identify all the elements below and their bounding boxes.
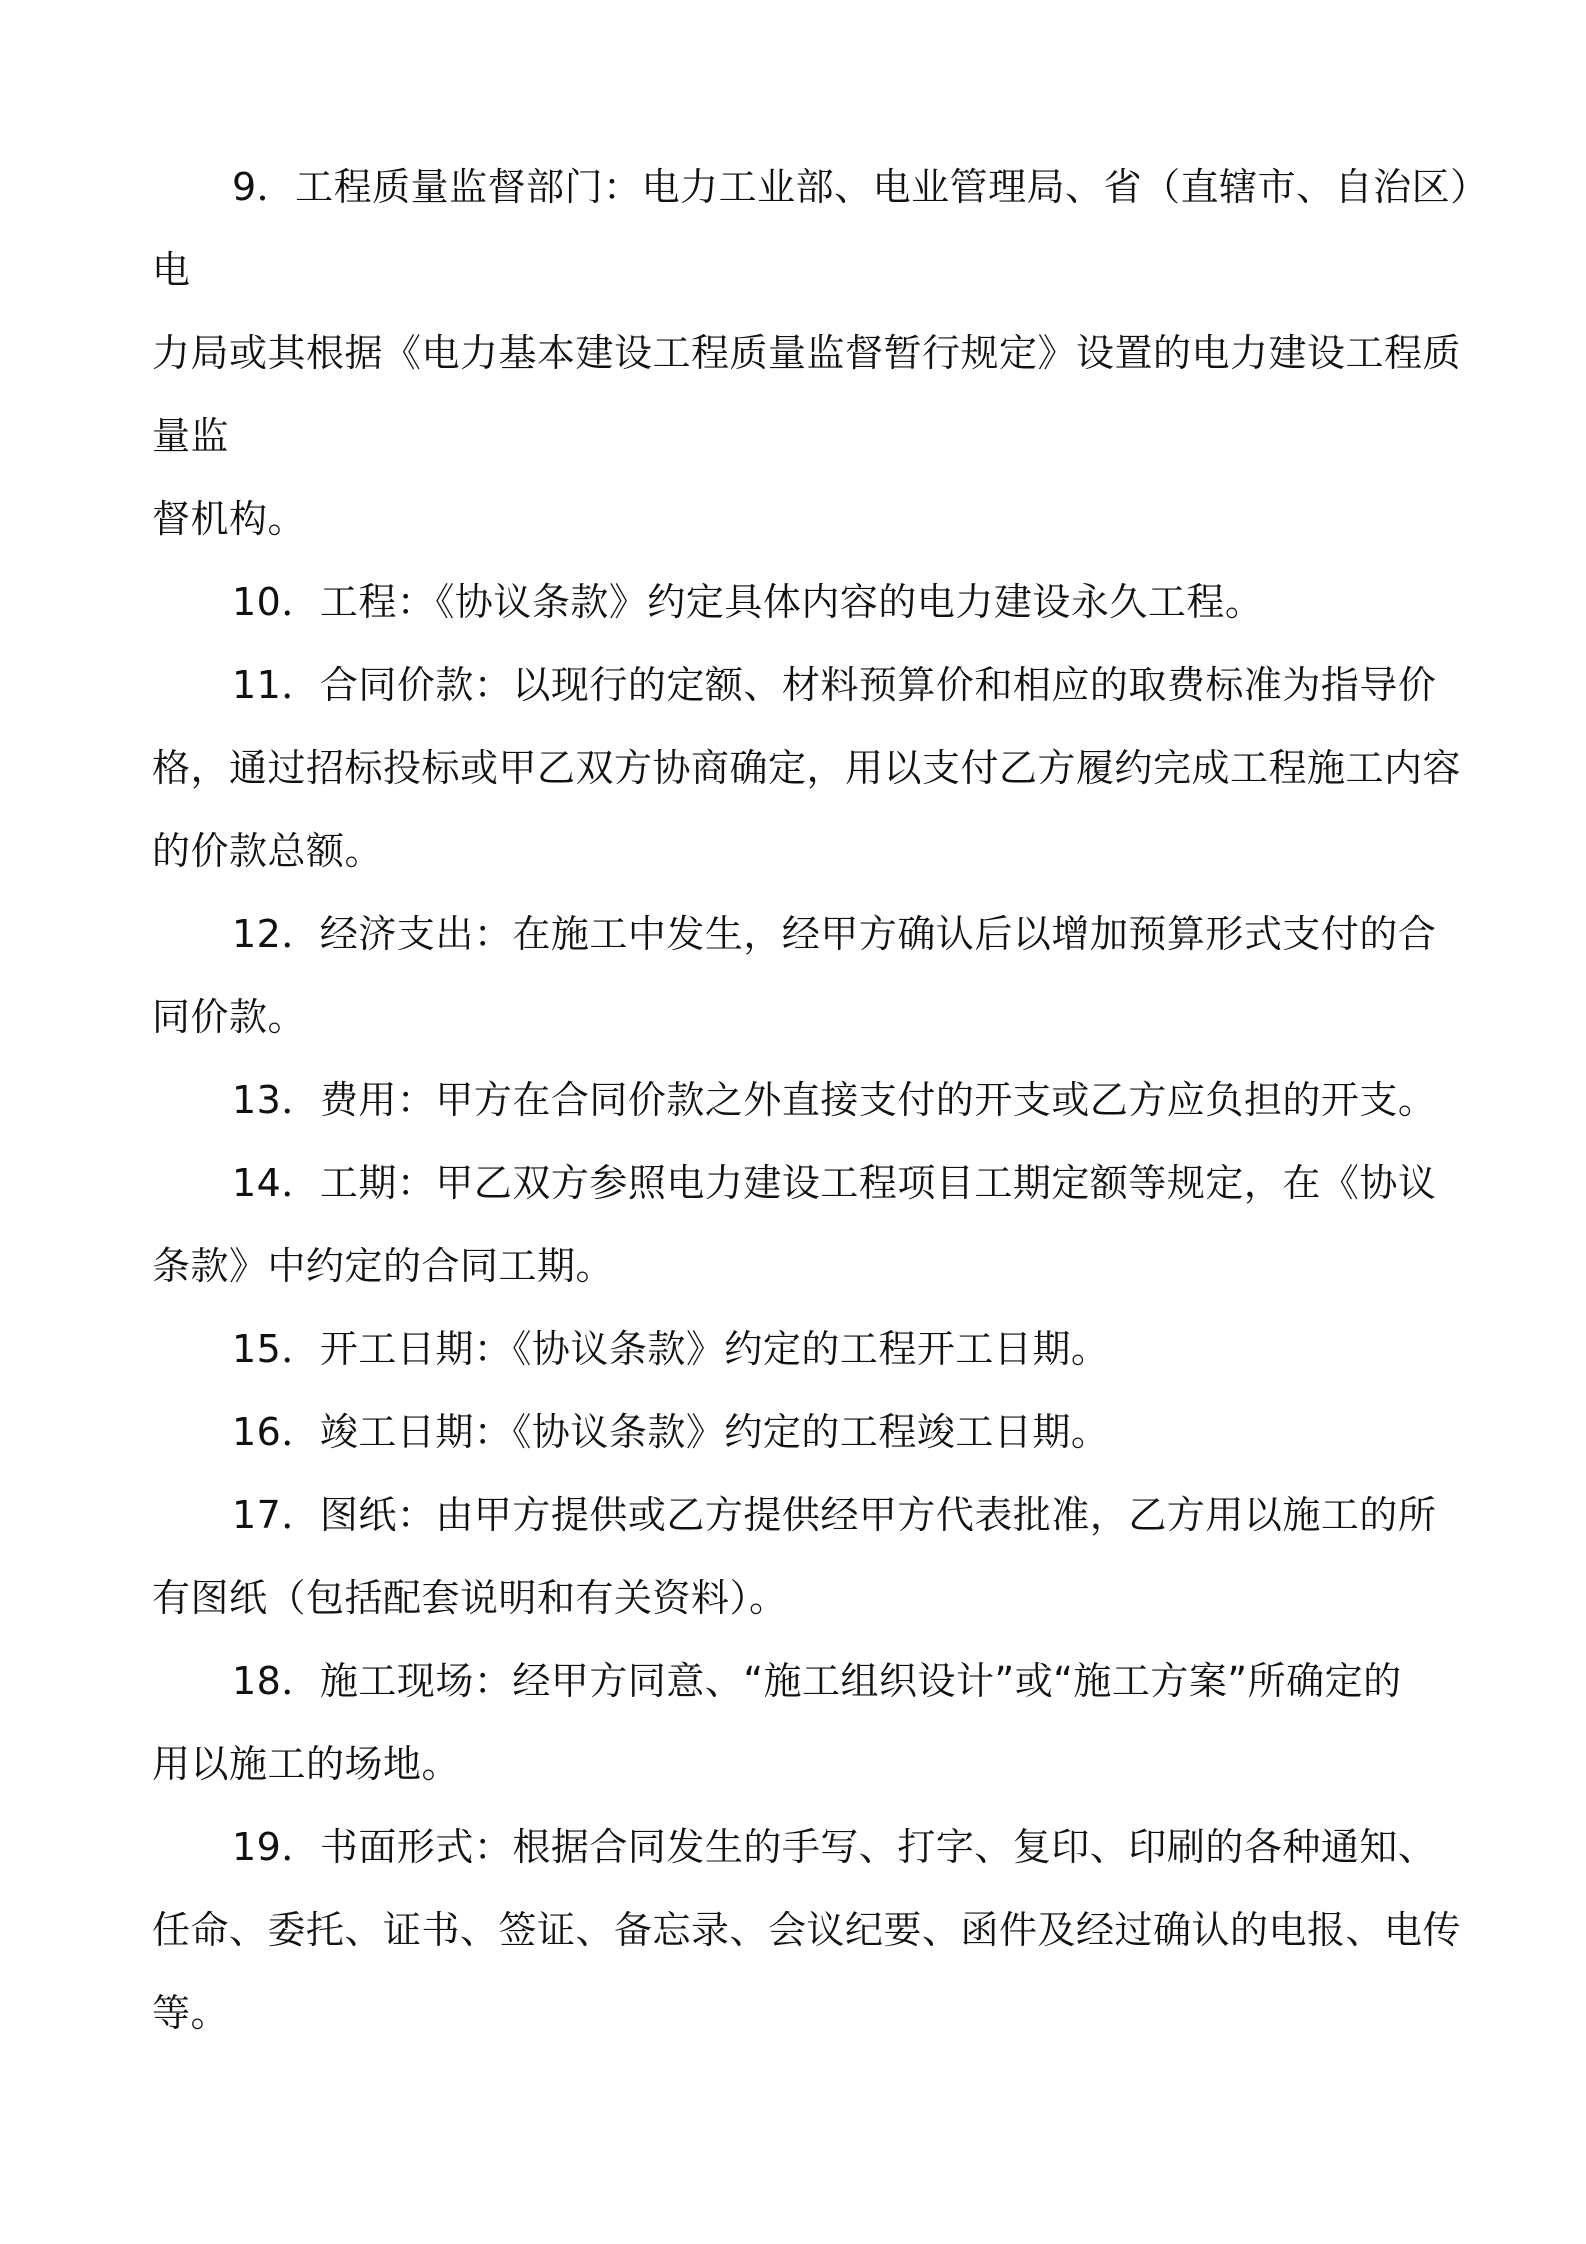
clause-9-line-4: 量监 bbox=[152, 414, 230, 458]
clause-14-line-1: 14．工期：甲乙双方参照电力建设工程项目工期定额等规定，在《协议 bbox=[232, 1161, 1437, 1205]
clause-13-line-1: 13．费用：甲方在合同价款之外直接支付的开支或乙方应负担的开支。 bbox=[232, 1078, 1437, 1122]
clause-9-line-1: 9．工程质量监督部门：电力工业部、电业管理局、省（直辖市、自治区） bbox=[232, 165, 1489, 209]
clause-15-line-1: 15．开工日期：《协议条款》约定的工程开工日期。 bbox=[232, 1327, 1110, 1371]
clause-19-line-2: 任命、委托、证书、签证、备忘录、会议纪要、函件及经过确认的电报、电传 bbox=[152, 1908, 1462, 1952]
clause-11-line-1: 11．合同价款：以现行的定额、材料预算价和相应的取费标准为指导价 bbox=[232, 663, 1437, 707]
clause-12-line-2: 同价款。 bbox=[152, 995, 307, 1039]
clause-17-line-1: 17．图纸：由甲方提供或乙方提供经甲方代表批准，乙方用以施工的所 bbox=[232, 1493, 1437, 1537]
clause-11-line-3: 的价款总额。 bbox=[152, 829, 384, 873]
clause-18-line-2: 用以施工的场地。 bbox=[152, 1742, 461, 1786]
clause-9-line-3: 力局或其根据《电力基本建设工程质量监督暂行规定》设置的电力建设工程质 bbox=[152, 331, 1462, 375]
clause-9-line-2: 电 bbox=[152, 248, 191, 292]
clause-10-line-1: 10．工程：《协议条款》约定具体内容的电力建设永久工程。 bbox=[232, 580, 1264, 624]
clause-19-line-1: 19．书面形式：根据合同发生的手写、打字、复印、印刷的各种通知、 bbox=[232, 1825, 1437, 1869]
clause-11-line-2: 格，通过招标投标或甲乙双方协商确定，用以支付乙方履约完成工程施工内容 bbox=[152, 746, 1462, 790]
clause-12-line-1: 12．经济支出：在施工中发生，经甲方确认后以增加预算形式支付的合 bbox=[232, 912, 1437, 956]
clause-9-line-5: 督机构。 bbox=[152, 497, 307, 541]
clause-16-line-1: 16．竣工日期：《协议条款》约定的工程竣工日期。 bbox=[232, 1410, 1110, 1454]
clause-18-line-1: 18．施工现场：经甲方同意、“施工组织设计”或“施工方案”所确定的 bbox=[232, 1659, 1402, 1703]
clause-19-line-3: 等。 bbox=[152, 1991, 230, 2035]
clause-17-line-2: 有图纸（包括配套说明和有关资料）。 bbox=[152, 1576, 788, 1620]
clause-14-line-2: 条款》中约定的合同工期。 bbox=[152, 1244, 615, 1288]
